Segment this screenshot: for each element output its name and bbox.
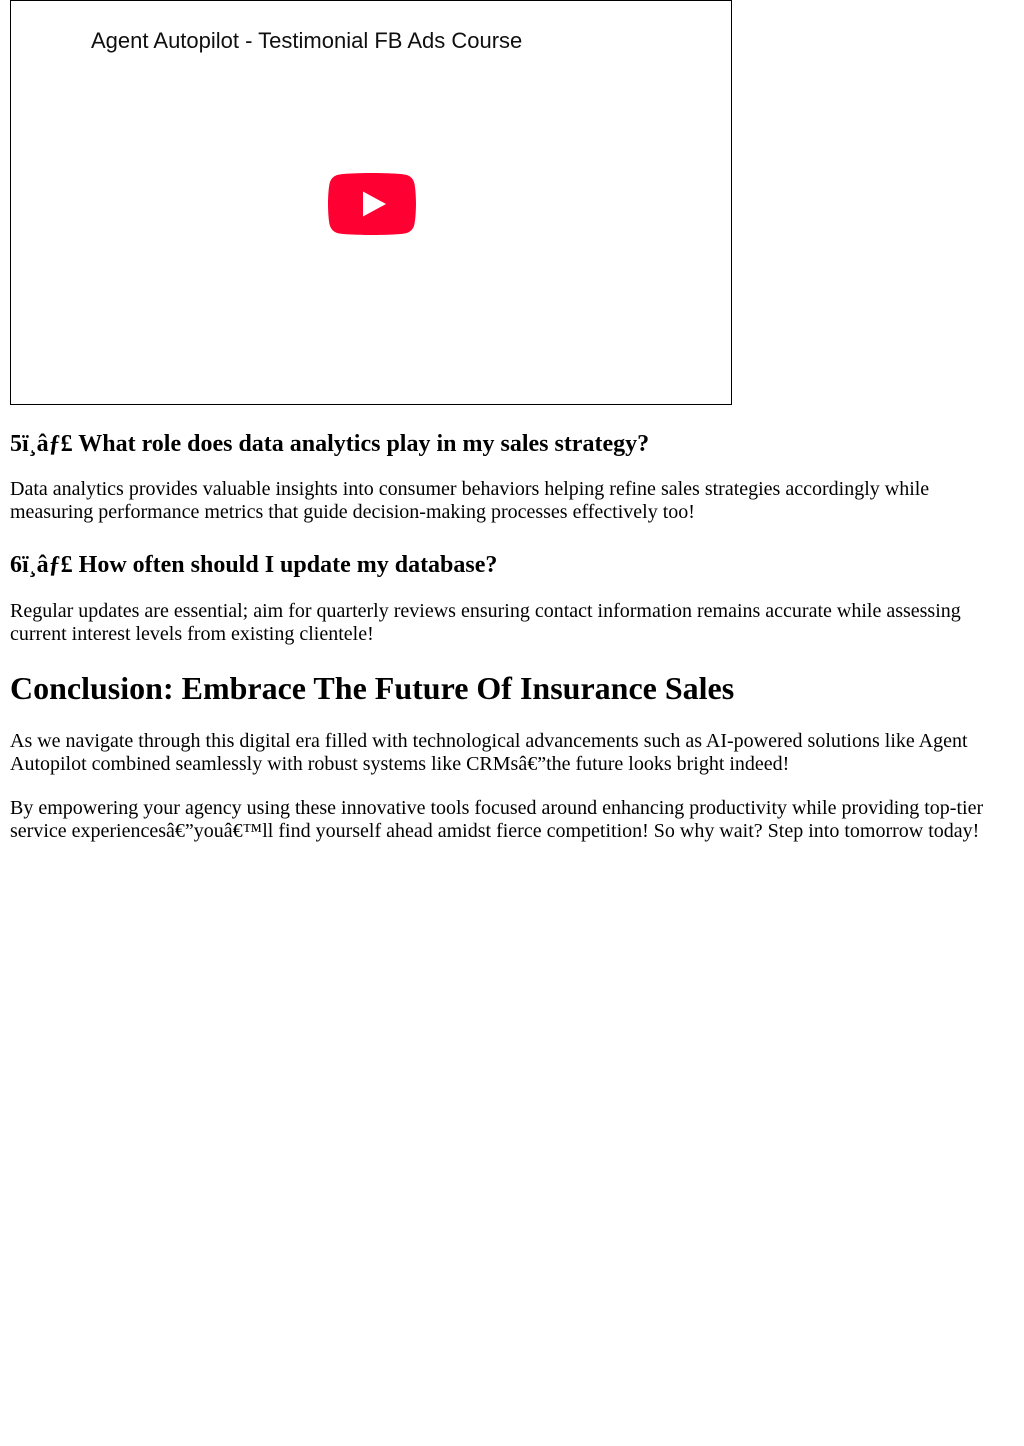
video-embed[interactable] xyxy=(10,0,732,405)
faq-question-6: 6ï¸âƒ£ How often should I update my database? xyxy=(10,552,498,578)
faq-answer-6: Regular updates are essential; aim for quarterly reviews ensuring contact information remains accurate while assessing current interest levels from existing clientele! xyxy=(10,600,961,645)
youtube-play-icon[interactable] xyxy=(328,173,416,235)
video-title[interactable]: Agent Autopilot - Testimonial FB Ads Course xyxy=(91,28,523,53)
conclusion-paragraph-1: As we navigate through this digital era filled with technological advancements such as AI-powered solutions like Agent Autopilot combined seamlessly with robust systems like CRMsâ€”the future looks bright indeed! xyxy=(10,730,968,775)
faq-question-5: 5ï¸âƒ£ What role does data analytics play in my sales strategy? xyxy=(10,431,650,457)
faq-answer-5: Data analytics provides valuable insights into consumer behaviors helping refine sales strategies accordingly while measuring performance metrics that guide decision-making processes effectively too! xyxy=(10,478,930,523)
play-button[interactable] xyxy=(328,173,416,235)
conclusion-heading: Conclusion: Embrace The Future Of Insurance Sales xyxy=(10,670,735,706)
conclusion-paragraph-2: By empowering your agency using these innovative tools focused around enhancing productivity while providing top-tier service experiencesâ€”youâ€™ll find yourself ahead amidst fierce competition! So why wait? Step into tomorrow today! xyxy=(10,797,984,842)
